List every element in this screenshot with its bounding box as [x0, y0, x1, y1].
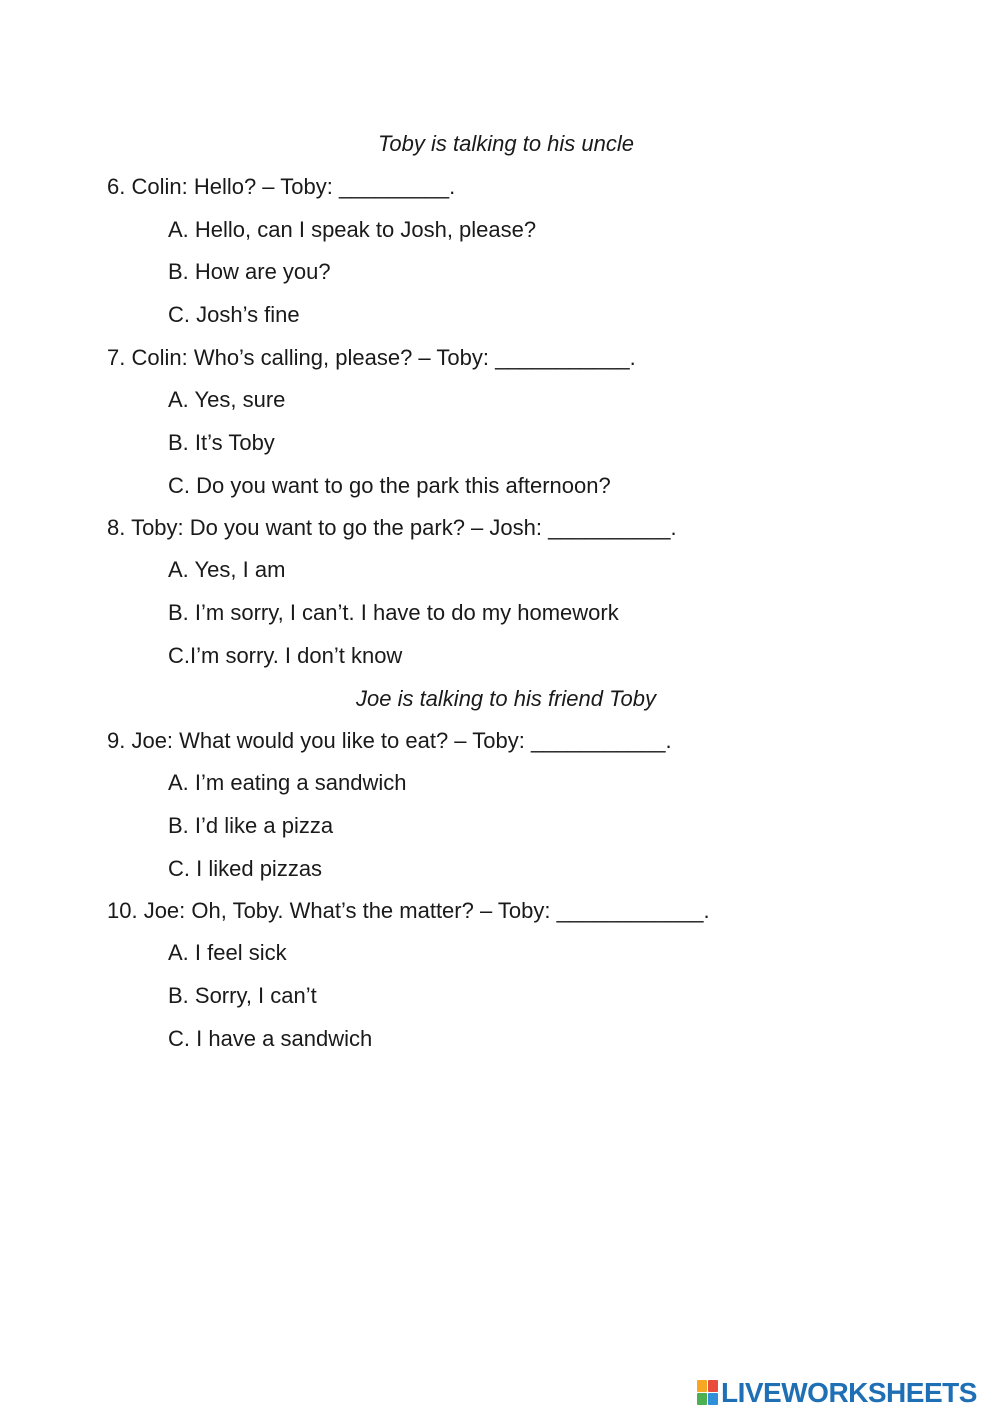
- question-10-option-b[interactable]: B. Sorry, I can’t: [168, 983, 317, 1008]
- question-7-option-b[interactable]: B. It’s Toby: [168, 430, 275, 455]
- liveworksheets-brand-text: LIVEWORKSHEETS: [721, 1377, 977, 1408]
- question-9: 9. Joe: What would you like to eat? – Toby: ___________.: [107, 728, 672, 753]
- question-10-option-a[interactable]: A. I feel sick: [168, 940, 287, 965]
- liveworksheets-logo: [697, 1378, 977, 1408]
- liveworksheets-logo-icon: [697, 1380, 719, 1406]
- question-7: 7. Colin: Who’s calling, please? – Toby: ___________.: [107, 345, 636, 370]
- question-10: 10. Joe: Oh, Toby. What’s the matter? – Toby: ____________.: [107, 898, 710, 923]
- section-heading-uncle: Toby is talking to his uncle: [378, 131, 634, 156]
- question-6-option-b[interactable]: B. How are you?: [168, 259, 331, 284]
- question-9-option-b[interactable]: B. I’d like a pizza: [168, 813, 334, 838]
- question-8-option-c[interactable]: C.I’m sorry. I don’t know: [168, 643, 403, 668]
- question-7-option-c[interactable]: C. Do you want to go the park this afternoon?: [168, 473, 611, 498]
- question-6: 6. Colin: Hello? – Toby: _________.: [107, 174, 456, 199]
- section-heading-friend: Joe is talking to his friend Toby: [355, 686, 657, 711]
- question-7-option-a[interactable]: A. Yes, sure: [168, 387, 286, 412]
- question-8-option-a[interactable]: A. Yes, I am: [168, 557, 286, 582]
- question-6-option-a[interactable]: A. Hello, can I speak to Josh, please?: [168, 217, 537, 242]
- question-10-option-c[interactable]: C. I have a sandwich: [168, 1026, 373, 1051]
- question-8-option-b[interactable]: B. I’m sorry, I can’t. I have to do my homework: [168, 600, 619, 625]
- question-8: 8. Toby: Do you want to go the park? – Josh: __________.: [107, 515, 677, 540]
- question-9-option-c[interactable]: C. I liked pizzas: [168, 856, 323, 881]
- question-6-option-c[interactable]: C. Josh’s fine: [168, 302, 300, 327]
- question-9-option-a[interactable]: A. I’m eating a sandwich: [168, 770, 407, 795]
